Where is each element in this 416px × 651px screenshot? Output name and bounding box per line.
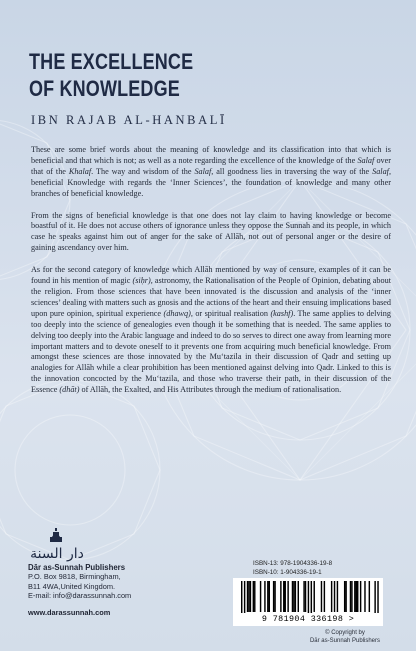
barcode-bar: [280, 581, 281, 612]
barcode-bar: [241, 581, 242, 613]
barcode-bar: [283, 581, 284, 612]
publisher-name: Dār as-Sunnah Publishers: [28, 563, 126, 572]
book-title-line-2: OF KNOWLEDGE: [29, 76, 180, 101]
barcode-bar: [374, 581, 375, 613]
blurb-paragraph: [31, 211, 391, 255]
barcode-bar: [244, 581, 245, 613]
barcode-bar: [337, 581, 338, 612]
barcode-bar: [354, 581, 355, 612]
text-run: of Allāh, the Exalted, and His Attributes through the medium of rationalisation.: [79, 385, 342, 395]
italic-term: Salaf: [194, 166, 212, 176]
barcode-bar: [260, 581, 261, 612]
blurb-paragraph: [31, 145, 391, 200]
barcode-bars: [237, 581, 379, 613]
publisher-website: www.darassunnah.com: [28, 608, 111, 618]
text-run: , or spiritual realisation: [190, 308, 271, 318]
barcode-bar: [356, 581, 357, 612]
barcode-bar: [269, 581, 270, 612]
barcode-bar: [345, 581, 346, 612]
text-run: . The way and wisdom of the: [91, 166, 195, 176]
italic-term: (dhawq): [163, 308, 191, 318]
publisher-logo-icon: [26, 528, 88, 562]
barcode-bar: [314, 581, 315, 612]
blurb-text: [31, 145, 391, 407]
text-run: As for the second category of knowledge which Allāh mentioned by way of censure, examples of it can be found in his mention of magic: [31, 265, 391, 286]
text-run: These are some brief words about the meaning of knowledge and its classification into that which is beneficial and that which is not; as well as a note regarding the excellence of the knowledge of the: [31, 145, 391, 165]
barcode-bar: [350, 581, 351, 612]
barcode-bar: [360, 581, 361, 612]
barcode-bar: [285, 581, 286, 612]
blurb-paragraph: [31, 265, 391, 396]
barcode-bar: [377, 581, 378, 613]
barcode-number: 9 781904 336198 >: [261, 614, 355, 624]
barcode-bar: [305, 581, 306, 612]
barcode-bar: [344, 581, 345, 612]
barcode-bar: [250, 581, 251, 612]
author-name: IBN RAJAB AL-HANBALĪ: [31, 113, 227, 127]
italic-term: (siḥr): [132, 276, 151, 286]
copyright-line-1: © Copyright by: [325, 630, 365, 636]
barcode-bar: [298, 581, 299, 612]
book-title-line-1: THE EXCELLENCE: [29, 49, 194, 74]
barcode-bar: [254, 581, 255, 612]
copyright-line-2: Dār as-Sunnah Publishers: [309, 637, 381, 644]
barcode-bar: [253, 581, 254, 612]
text-run: , astronomy, the Rationalisation of the People of Opinion, debating about the religion. From those sciences that have been innovated is the discussion and analysis of the ‘inner sciences’ dealing with matters such as gnosis and the actions of the heart and their ensuing implications based upon pure opinion, spiritual experience: [31, 276, 391, 318]
barcode-bar: [274, 581, 275, 612]
barcode-bar: [303, 581, 304, 612]
isbn-10: ISBN-10: 1-904336-19-1: [253, 568, 322, 576]
barcode-bar: [324, 581, 325, 612]
publisher-address-line-1: P.O. Box 9818, Birmingham,: [28, 572, 121, 582]
italic-term: Salaf: [357, 155, 375, 165]
barcode-bar: [351, 581, 352, 612]
barcode-bar: [321, 581, 322, 612]
publisher-info: [28, 563, 131, 617]
publisher-address-line-2: B11 4WA,United Kingdom.: [28, 581, 116, 591]
italic-term: (kashf): [270, 308, 294, 318]
text-run: , all goodness lies in traversing the way of the: [211, 166, 373, 176]
barcode-bar: [331, 581, 332, 612]
barcode-bar: [334, 581, 335, 612]
barcode: [233, 578, 383, 626]
barcode-bar: [369, 581, 370, 612]
text-run: From the signs of beneficial knowledge is that one does not lay claim to having knowledge or become boastful of it. He does not accuse others of ignorance unless they oppose the Sunnah and its people, in which case he speaks against him out of anger for the sake of Allāh, not out of personal anger or the desire of gaining ascendancy over him.: [31, 210, 391, 253]
italic-term: (dhāt): [59, 385, 80, 395]
barcode-bar: [247, 581, 248, 612]
italic-term: Khalaf: [68, 166, 92, 176]
barcode-bar: [293, 581, 294, 612]
barcode-bar: [292, 581, 293, 612]
publisher-email: E-mail: info@darassunnah.com: [28, 590, 132, 600]
barcode-bar: [311, 581, 312, 613]
barcode-bar: [287, 581, 288, 612]
text-run: , beneficial Knowledge with regards the ‘Inner Sciences’, the foundation of knowledge and many other branches of beneficial knowledge.: [31, 166, 391, 198]
copyright-notice: [300, 630, 390, 645]
barcode-bar: [273, 581, 274, 612]
barcode-bar: [364, 581, 365, 612]
barcode-bar: [267, 581, 268, 612]
barcode-bar: [357, 581, 358, 612]
publisher-logo-arabic: دار السنة: [30, 546, 84, 562]
book-title: [29, 48, 193, 102]
italic-term: Salaf: [372, 166, 389, 176]
text-run: . The same applies to delving too deeply into the science of genealogies even though it be something that is needed. The same applies to delving too deeply into the Arabic language and indeed to do so serves to direct one away from learning more important matters and to devote oneself to it prevents one from acquiring much beneficial knowledge. From amongst these sciences are those innovated by the Mu‘tazila in their discussion of Qadr and setting up analogies for Allāh while a clear prohibition has been mentioned against delving into Qadr. Linked to this is the innovation concocted by the Mu‘tazila, and those who traverse their path, in their discussion of the Essence: [31, 308, 391, 395]
barcode-bar: [308, 581, 309, 613]
barcode-bar: [248, 581, 249, 612]
text-run: over that of the: [31, 155, 391, 176]
isbn-numbers: [253, 560, 332, 577]
isbn-13: ISBN-13: 978-1904336-19-8: [253, 560, 333, 567]
barcode-bar: [295, 581, 296, 612]
barcode-bar: [264, 581, 265, 612]
